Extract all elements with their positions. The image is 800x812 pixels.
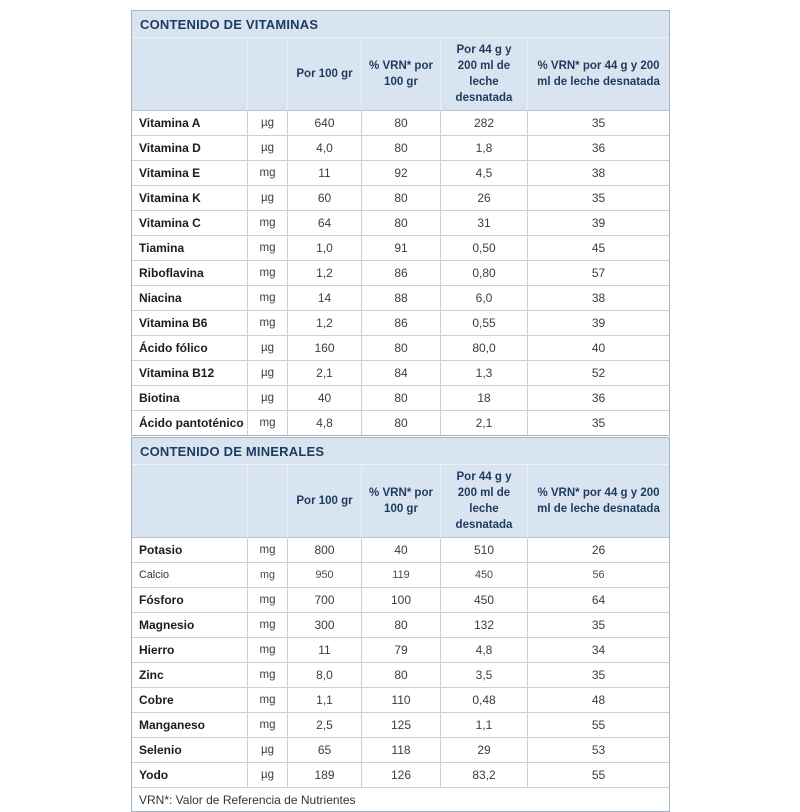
row-value: 4,8	[288, 411, 362, 435]
row-unit: µg	[248, 336, 288, 361]
row-value: 300	[288, 613, 362, 638]
row-unit: mg	[248, 311, 288, 336]
row-value: 80	[362, 111, 441, 136]
row-value: 0,55	[441, 311, 528, 336]
row-value: 31	[441, 211, 528, 236]
row-label: Vitamina C	[132, 211, 248, 236]
nutrition-table	[131, 10, 670, 436]
row-value: 2,1	[288, 361, 362, 386]
row-value: 80	[362, 186, 441, 211]
table-row	[132, 688, 669, 713]
row-value: 55	[528, 713, 669, 738]
row-value: 57	[528, 261, 669, 286]
row-value: 1,8	[441, 136, 528, 161]
row-label: Yodo	[132, 763, 248, 788]
row-value: 64	[288, 211, 362, 236]
row-label: Zinc	[132, 663, 248, 688]
row-value: 2,1	[441, 411, 528, 435]
table-head	[132, 438, 669, 538]
row-label: Manganeso	[132, 713, 248, 738]
table-title: CONTENIDO DE VITAMINAS	[132, 11, 669, 38]
row-value: 86	[362, 311, 441, 336]
column-header: % VRN* por 44 g y 200 ml de leche desnatada	[528, 465, 669, 538]
row-value: 1,1	[441, 713, 528, 738]
row-unit: mg	[248, 688, 288, 713]
column-header: Por 100 gr	[288, 465, 362, 538]
row-value: 640	[288, 111, 362, 136]
row-value: 83,2	[441, 763, 528, 788]
row-value: 80	[362, 211, 441, 236]
row-unit: mg	[248, 663, 288, 688]
row-label: Biotina	[132, 386, 248, 411]
row-value: 80	[362, 336, 441, 361]
row-value: 1,3	[441, 361, 528, 386]
column-header	[132, 38, 248, 111]
table-row	[132, 236, 669, 261]
row-unit: mg	[248, 563, 288, 588]
row-value: 34	[528, 638, 669, 663]
row-value: 84	[362, 361, 441, 386]
row-label: Vitamina E	[132, 161, 248, 186]
table-row	[132, 286, 669, 311]
row-unit: mg	[248, 613, 288, 638]
row-value: 80	[362, 613, 441, 638]
row-label: Vitamina D	[132, 136, 248, 161]
row-label: Vitamina A	[132, 111, 248, 136]
row-value: 8,0	[288, 663, 362, 688]
table-body	[132, 111, 669, 435]
row-value: 60	[288, 186, 362, 211]
row-unit: µg	[248, 136, 288, 161]
row-value: 40	[528, 336, 669, 361]
row-value: 510	[441, 538, 528, 563]
row-value: 52	[528, 361, 669, 386]
table-row	[132, 211, 669, 236]
table-footnote: VRN*: Valor de Referencia de Nutrientes	[139, 792, 356, 807]
column-header: % VRN* por 44 g y 200 ml de leche desnatada	[528, 38, 669, 111]
row-value: 92	[362, 161, 441, 186]
row-value: 39	[528, 311, 669, 336]
table-row	[132, 411, 669, 435]
row-value: 11	[288, 638, 362, 663]
table-head	[132, 11, 669, 111]
row-label: Fósforo	[132, 588, 248, 613]
table-row	[132, 763, 669, 788]
row-unit: mg	[248, 286, 288, 311]
row-value: 282	[441, 111, 528, 136]
title-row	[132, 438, 669, 465]
row-value: 40	[288, 386, 362, 411]
row-value: 35	[528, 663, 669, 688]
table-title: CONTENIDO DE MINERALES	[132, 438, 669, 465]
row-unit: mg	[248, 161, 288, 186]
row-value: 14	[288, 286, 362, 311]
row-label: Hierro	[132, 638, 248, 663]
row-value: 80	[362, 136, 441, 161]
row-unit: mg	[248, 411, 288, 435]
row-value: 1,1	[288, 688, 362, 713]
row-value: 800	[288, 538, 362, 563]
nutrition-table	[131, 437, 670, 812]
row-value: 4,0	[288, 136, 362, 161]
row-value: 700	[288, 588, 362, 613]
row-label: Niacina	[132, 286, 248, 311]
row-value: 39	[528, 211, 669, 236]
table-row	[132, 311, 669, 336]
row-value: 48	[528, 688, 669, 713]
row-unit: µg	[248, 738, 288, 763]
column-header: Por 100 gr	[288, 38, 362, 111]
row-value: 35	[528, 186, 669, 211]
row-value: 450	[441, 563, 528, 588]
column-header: % VRN* por 100 gr	[362, 38, 441, 111]
row-value: 100	[362, 588, 441, 613]
row-value: 35	[591, 416, 606, 431]
row-value: 119	[362, 563, 441, 588]
row-label: Ácido fólico	[132, 336, 248, 361]
table-row	[132, 563, 669, 588]
row-value: 26	[441, 186, 528, 211]
row-value: 0,48	[441, 688, 528, 713]
table-row	[132, 538, 669, 563]
row-unit: mg	[248, 713, 288, 738]
row-value: 132	[441, 613, 528, 638]
row-value: 40	[362, 538, 441, 563]
row-value: 65	[288, 738, 362, 763]
table-row	[132, 161, 669, 186]
row-value: 118	[362, 738, 441, 763]
table-row	[132, 336, 669, 361]
header-row	[132, 465, 669, 538]
row-value: 18	[441, 386, 528, 411]
row-unit: mg	[248, 236, 288, 261]
table-row	[132, 111, 669, 136]
row-value: 26	[528, 538, 669, 563]
row-label: Potasio	[132, 538, 248, 563]
row-label: Vitamina B6	[132, 311, 248, 336]
row-value: 3,5	[441, 663, 528, 688]
row-value: 38	[528, 161, 669, 186]
row-unit: µg	[248, 111, 288, 136]
row-value: 189	[288, 763, 362, 788]
table-body	[132, 538, 669, 788]
row-value: 11	[288, 161, 362, 186]
column-header	[248, 38, 288, 111]
row-value: 45	[528, 236, 669, 261]
row-value: 126	[362, 763, 441, 788]
row-value: 6,0	[441, 286, 528, 311]
row-value: 36	[528, 386, 669, 411]
row-label: Magnesio	[132, 613, 248, 638]
table-row	[132, 638, 669, 663]
row-label: Vitamina K	[132, 186, 248, 211]
row-unit: mg	[248, 588, 288, 613]
row-value: 1,2	[288, 261, 362, 286]
row-value: 160	[288, 336, 362, 361]
row-value: 4,8	[441, 638, 528, 663]
row-value: 55	[528, 763, 669, 788]
row-value: 56	[528, 563, 669, 588]
table-row	[132, 136, 669, 161]
row-label: Cobre	[132, 688, 248, 713]
table-row	[132, 386, 669, 411]
column-header: Por 44 g y 200 ml de leche desnatada	[441, 465, 528, 538]
table-row	[132, 588, 669, 613]
row-unit: mg	[248, 538, 288, 563]
table-row	[132, 361, 669, 386]
row-value: 4,5	[441, 161, 528, 186]
row-value: 29	[441, 738, 528, 763]
row-value: 80,0	[441, 336, 528, 361]
row-value: 1,0	[288, 236, 362, 261]
row-value: 35	[528, 613, 669, 638]
row-value: 38	[528, 286, 669, 311]
row-label: Selenio	[132, 738, 248, 763]
row-unit: mg	[248, 261, 288, 286]
row-value: 86	[362, 261, 441, 286]
table-row	[132, 738, 669, 763]
row-label: Riboflavina	[132, 261, 248, 286]
row-value: 110	[362, 688, 441, 713]
title-row	[132, 11, 669, 38]
row-value: 125	[362, 713, 441, 738]
table-row	[132, 261, 669, 286]
row-value: 91	[362, 236, 441, 261]
row-value: 79	[362, 638, 441, 663]
row-unit: mg	[248, 638, 288, 663]
row-value: 950	[288, 563, 362, 588]
row-value: 2,5	[288, 713, 362, 738]
table-row	[132, 186, 669, 211]
table-row	[132, 713, 669, 738]
column-header: Por 44 g y 200 ml de leche desnatada	[441, 38, 528, 111]
row-value: 80	[362, 663, 441, 688]
row-unit: µg	[248, 386, 288, 411]
row-value: 0,50	[441, 236, 528, 261]
table-vitaminas	[131, 10, 670, 436]
row-unit: mg	[248, 211, 288, 236]
row-value: 64	[528, 588, 669, 613]
row-label: Ácido pantoténico	[132, 411, 248, 435]
row-value: 0,80	[441, 261, 528, 286]
row-value: 88	[362, 286, 441, 311]
header-row	[132, 38, 669, 111]
column-header	[248, 465, 288, 538]
row-value: 35	[528, 111, 669, 136]
table-minerales	[131, 437, 670, 812]
row-unit: µg	[248, 763, 288, 788]
row-value: 1,2	[288, 311, 362, 336]
row-label: Calcio	[132, 563, 248, 588]
row-unit: µg	[248, 186, 288, 211]
row-label: Tiamina	[132, 236, 248, 261]
row-value: 450	[441, 588, 528, 613]
row-unit: µg	[248, 361, 288, 386]
row-value: 36	[528, 136, 669, 161]
row-label: Vitamina B12	[132, 361, 248, 386]
column-header: % VRN* por 100 gr	[362, 465, 441, 538]
column-header	[132, 465, 248, 538]
row-value: 80	[362, 386, 441, 411]
table-row	[132, 613, 669, 638]
row-value: 80	[362, 411, 441, 435]
table-row	[132, 663, 669, 688]
row-value: 53	[528, 738, 669, 763]
